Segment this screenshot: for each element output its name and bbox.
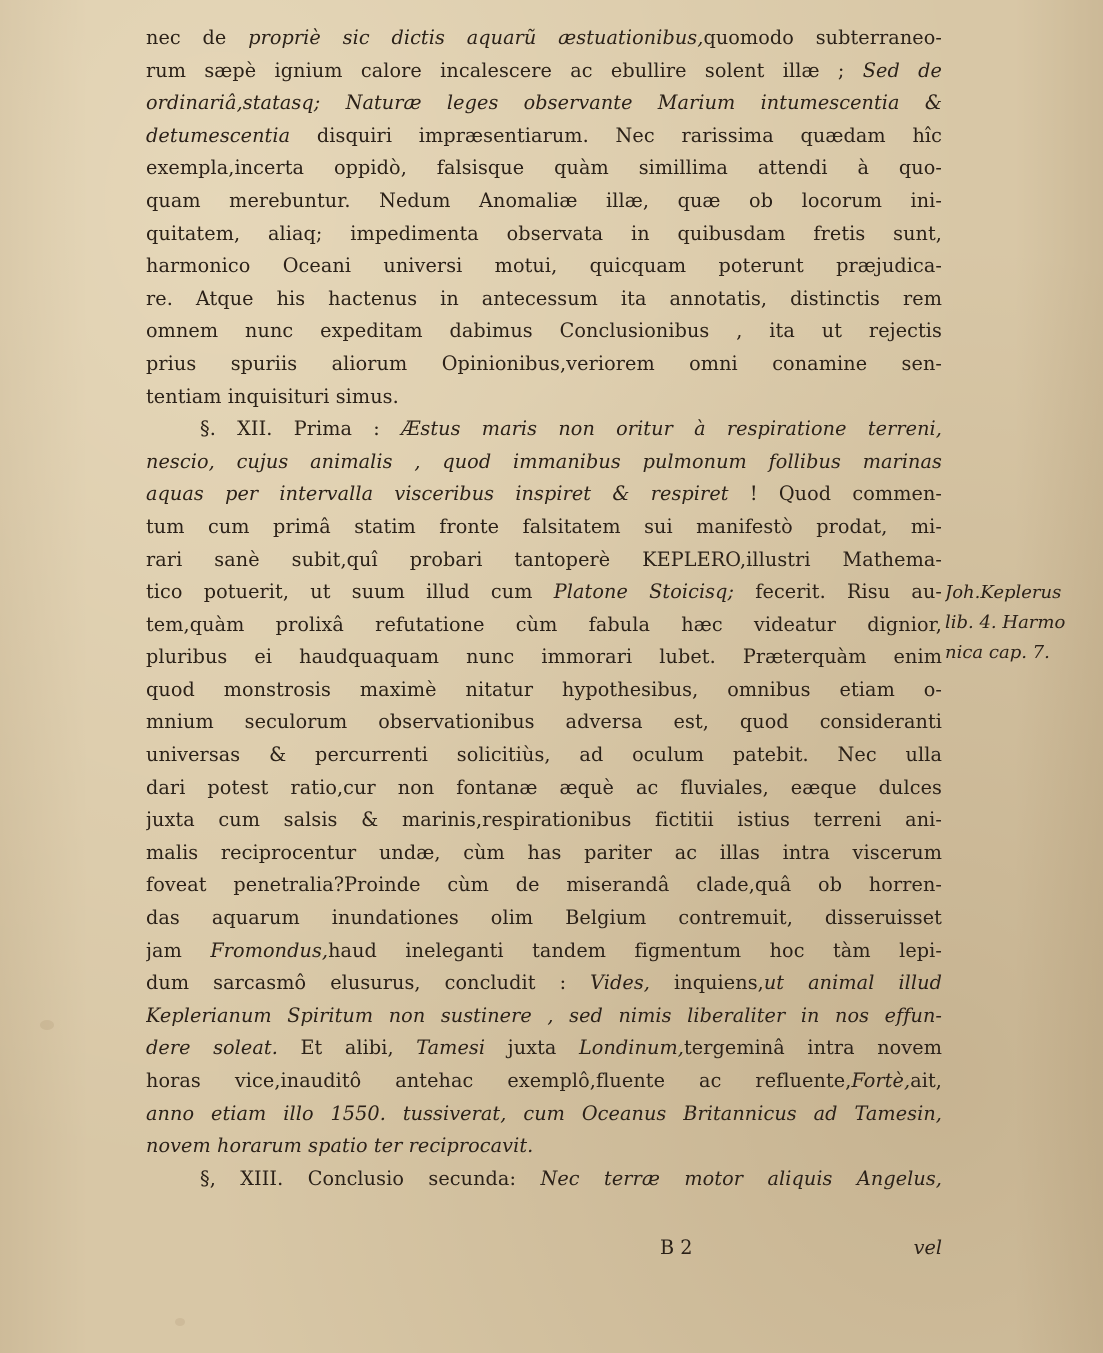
text-segment: jam [146,938,211,962]
text-line [146,478,942,511]
text-segment: rari sanè subit,quî probari tantoperè KEPLERO,illustri Mathema- [146,547,942,571]
text-segment: quod monstrosis maximè nitatur hypothesibus, omnibus etiam o- [146,677,942,701]
text-segment: universas & percurrenti solicitiùs, ad oculum patebit. Nec ulla [146,743,942,767]
italic-segment: Sed de [862,58,942,82]
italic-segment: Æstus maris non oritur à respiratione terreni, [401,417,942,441]
italic-segment: dere soleat. [146,1036,278,1060]
text-segment: disquiri impræsentiarum. Nec rarissima quædam hîc [290,123,942,147]
text-line [146,902,942,935]
text-line [146,1130,942,1163]
italic-segment: Nec terræ motor aliquis Angelus, [540,1166,942,1190]
italic-segment: aquas per intervalla visceribus inspiret & respiret [146,482,729,506]
main-text-block [146,22,942,1195]
text-line [146,804,942,837]
text-segment: prius spuriis aliorum Opinionibus,veriorem omni conamine sen- [146,351,942,375]
text-line [146,315,942,348]
text-line [146,641,942,674]
text-line [146,120,942,153]
text-line [146,576,942,609]
text-line [146,511,942,544]
text-segment: dum sarcasmô elusurus, concludit : [146,971,591,995]
text-line [146,1098,942,1131]
text-segment: inquiens, [650,971,764,995]
text-line [146,22,942,55]
text-segment: nec de [146,26,249,49]
text-segment: horas vice,inauditô antehac exemplô,fluente ac refluente, [146,1069,852,1092]
text-segment: mnium seculorum observationibus adversa est, quod consideranti [146,710,942,734]
text-segment: das aquarum inundationes olim Belgium contremuit, disseruisset [146,906,942,930]
text-segment: tentiam inquisituri simus. [146,384,399,408]
italic-segment: anno etiam illo 1550. tussiverat, cum Oceanus Britannicus ad Tamesin, [146,1101,942,1125]
ink-spot [175,1318,185,1326]
ink-spot [40,1020,54,1030]
text-segment: exempla,incerta oppidò, falsisque quàm simillima attendi à quo- [146,156,942,180]
text-line [146,218,942,251]
italic-segment: Vides, [590,971,650,995]
text-segment: Et alibi, [277,1036,417,1060]
text-line [146,348,942,381]
text-line [146,772,942,805]
text-segment: pluribus ei haudquaquam nunc immorari lubet. Præterquàm enim [146,645,942,669]
text-line [146,869,942,902]
text-line [146,446,942,479]
text-line [146,1032,942,1065]
text-line [146,381,942,414]
text-line [146,837,942,870]
italic-segment: detumescentia [146,123,291,147]
text-segment: fecerit. Risu au- [734,580,942,604]
text-line [146,185,942,218]
italic-segment: Fortè, [851,1069,911,1092]
text-segment: ! Quod commen- [728,482,942,506]
text-segment: quitatem, aliaq; impedimenta observata in quibusdam fretis sunt, [146,221,942,245]
text-segment: §. XII. Prima : [200,417,402,441]
text-segment: quomodo subterraneo- [703,26,942,49]
text-segment: tem,quàm prolixâ refutatione cùm fabula hæc videatur dignior, [146,612,942,636]
text-line [146,935,942,968]
text-line [146,1163,942,1196]
text-segment: §, XIII. Conclusio secunda: [200,1166,541,1190]
text-segment: omnem nunc expeditam dabimus Conclusionibus , ita ut rejectis [146,319,942,343]
signature-mark: B 2 [660,1236,693,1259]
italic-segment: Platone Stoicisq; [553,580,735,604]
text-line [146,609,942,642]
marginal-note-line: nica cap. 7. [945,642,1050,663]
text-line [146,413,942,446]
italic-segment: ordinariâ,statasq; Naturæ leges observante Marium intumescentia & [146,91,942,115]
text-segment: haud ineleganti tandem figmentum hoc tàm lepi- [328,938,942,962]
text-line [146,739,942,772]
text-segment: juxta cum salsis & marinis,respirationibus fictitii istius terreni ani- [146,808,942,832]
text-line [146,152,942,185]
marginal-note [945,578,1103,668]
text-line [146,706,942,739]
text-segment: juxta [485,1036,579,1060]
marginal-note-line: lib. 4. Harmo [945,612,1066,633]
text-segment: quam merebuntur. Nedum Anomaliæ illæ, quæ ob locorum ini- [146,188,942,212]
text-line [146,544,942,577]
text-segment: tum cum primâ statim fronte falsitatem sui manifestò prodat, mi- [146,514,942,538]
text-segment: dari potest ratio,cur non fontanæ æquè ac fluviales, eæque dulces [146,775,942,799]
text-line [146,674,942,707]
text-line [146,250,942,283]
marginal-note-line: Joh.Keplerus [945,582,1062,603]
page-footer [146,1232,942,1264]
text-segment: rum sæpè ignium calore incalescere ac ebullire solent illæ ; [146,58,863,82]
text-line [146,55,942,88]
italic-segment: Fromondus, [210,938,329,962]
text-segment: harmonico Oceani universi motui, quicquam poterunt præjudica- [146,254,942,278]
italic-segment: propriè sic dictis aquarũ æstuationibus, [248,26,704,49]
text-line [146,87,942,120]
italic-segment: Keplerianum Spiritum non sustinere , sed nimis liberaliter in nos effun- [146,1003,942,1027]
text-segment: ait, [910,1069,942,1092]
catchword: vel [913,1236,942,1259]
text-line [146,1000,942,1033]
italic-segment: ut animal illud [763,971,942,995]
text-segment: foveat penetralia?Proinde cùm de miserandâ clade,quâ ob horren- [146,873,942,897]
italic-segment: Tamesi [416,1036,486,1060]
text-segment: re. Atque his hactenus in antecessum ita annotatis, distinctis rem [146,286,942,310]
text-line [146,1065,942,1098]
italic-segment: novem horarum spatio ter reciprocavit. [146,1134,534,1158]
text-line [146,967,942,1000]
text-segment: malis reciprocentur undæ, cùm has pariter ac illas intra viscerum [146,840,942,864]
italic-segment: Londinum, [578,1036,684,1060]
text-segment: tico potuerit, ut suum illud cum [146,580,554,604]
text-segment: tergeminâ intra novem [683,1036,942,1060]
italic-segment: nescio, cujus animalis , quod immanibus pulmonum follibus marinas [146,449,942,473]
text-line [146,283,942,316]
